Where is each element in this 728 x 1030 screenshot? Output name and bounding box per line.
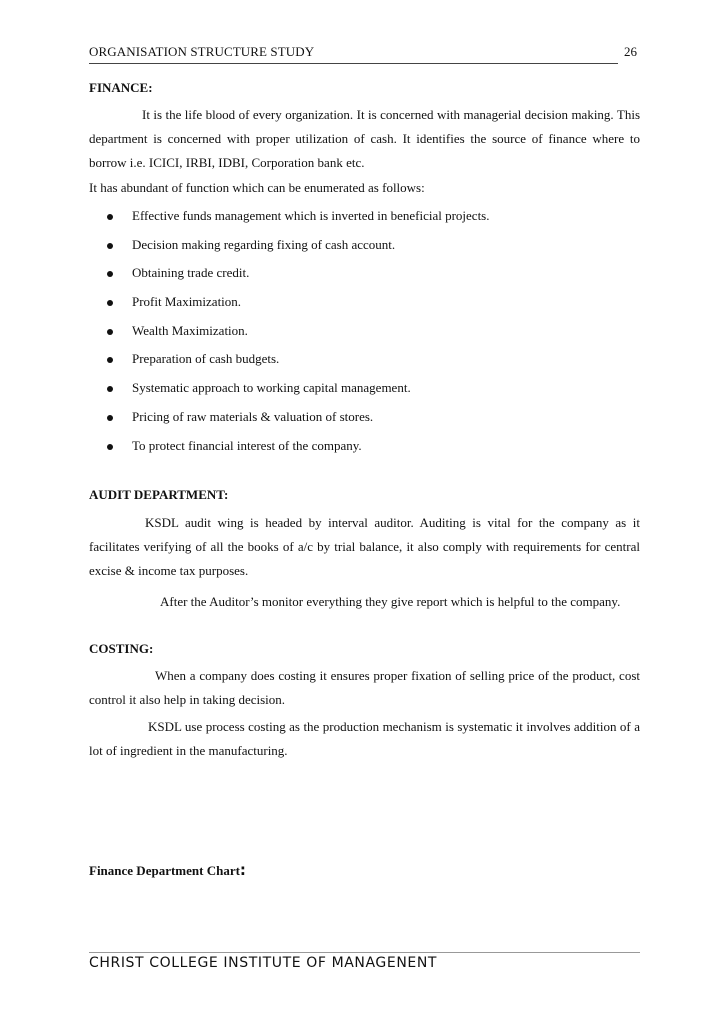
- list-item-text: Systematic approach to working capital management.: [132, 380, 411, 396]
- list-item: [105, 347, 490, 376]
- list-item: [105, 290, 490, 319]
- list-item-text: To protect financial interest of the company.: [132, 437, 362, 453]
- costing-paragraph-1: When a company does costing it ensures proper fixation of selling price of the product, cost control it also help in taking decision.: [89, 668, 640, 707]
- bullet-icon: [107, 214, 113, 220]
- page-number: 26: [624, 44, 637, 59]
- footer-divider: [89, 952, 640, 953]
- bullet-icon: [107, 329, 113, 335]
- finance-functions-list: [105, 204, 490, 462]
- page-header-title: ORGANISATION STRUCTURE STUDY: [89, 44, 315, 59]
- finance-paragraph: It is the life blood of every organization. It is concerned with managerial decision making. This department is concerned with proper utilization of cash. It identifies the source of finance where to borrow i.e. ICICI, IRBI, IDBI, Corporation bank etc.: [89, 107, 640, 170]
- bullet-icon: [107, 415, 113, 421]
- list-item-text: Effective funds management which is inverted in beneficial projects.: [132, 208, 490, 223]
- costing-heading: COSTING:: [89, 641, 154, 656]
- list-item-text: Decision making regarding fixing of cash account.: [132, 236, 396, 252]
- finance-chart-heading-colon: :: [239, 861, 246, 879]
- header-divider: [89, 63, 618, 64]
- finance-functions-intro: It has abundant of function which can be enumerated as follows:: [89, 180, 425, 195]
- audit-heading: AUDIT DEPARTMENT:: [89, 487, 229, 502]
- finance-heading: FINANCE:: [89, 80, 153, 95]
- finance-chart-heading: [89, 861, 246, 879]
- list-item-text: Profit Maximization.: [132, 294, 242, 310]
- list-item: [105, 434, 490, 463]
- audit-paragraph-2: After the Auditor’s monitor everything they give report which is helpful to the company.: [160, 594, 621, 609]
- bullet-icon: [107, 243, 113, 249]
- bullet-icon: [107, 271, 113, 277]
- bullet-icon: [107, 300, 113, 306]
- bullet-icon: [107, 386, 113, 392]
- audit-paragraph-1: KSDL audit wing is headed by interval auditor. Auditing is vital for the company as it facilitates verifying of all the books of a/c by trial balance, it also comply with requirements for central excise & income tax purposes.: [89, 515, 640, 578]
- list-item-text: Preparation of cash budgets.: [132, 351, 280, 367]
- bullet-icon: [107, 357, 113, 363]
- list-item: [105, 405, 490, 434]
- list-item: [105, 204, 490, 233]
- list-item-text: Pricing of raw materials & valuation of stores.: [132, 408, 374, 424]
- list-item: [105, 233, 490, 262]
- finance-chart-heading-text: Finance Department Chart: [89, 863, 240, 878]
- list-item: [105, 319, 490, 348]
- bullet-icon: [107, 444, 113, 450]
- list-item: [105, 261, 490, 290]
- list-item-text: Wealth Maximization.: [132, 322, 248, 338]
- costing-paragraph-2: KSDL use process costing as the production mechanism is systematic it involves addition of a lot of ingredient in the manufacturing.: [89, 719, 640, 758]
- list-item: [105, 376, 490, 405]
- list-item-text: Obtaining trade credit.: [132, 265, 250, 281]
- page-footer: CHRIST COLLEGE INSTITUTE OF MANAGENENT: [89, 955, 438, 971]
